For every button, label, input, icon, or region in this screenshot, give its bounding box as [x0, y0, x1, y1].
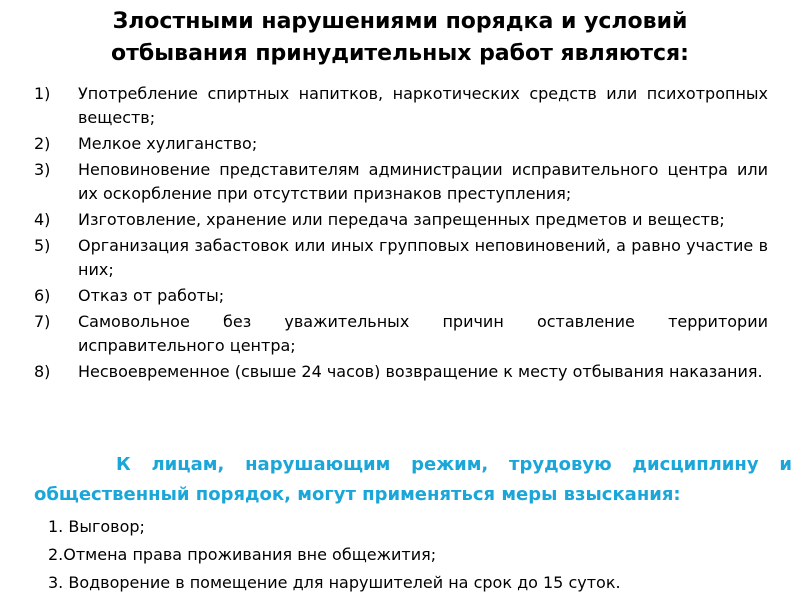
list-item-number: 6)	[34, 286, 51, 305]
list-item-number: 2)	[34, 134, 51, 153]
list-item	[26, 310, 768, 358]
title-line-1: Злостными нарушениями порядка и условий	[112, 9, 688, 34]
list-item-text: Несвоевременное (свыше 24 часов) возвращение к месту отбывания наказания.	[78, 362, 763, 381]
list-item-number: 5)	[34, 236, 51, 255]
list-item-number: 3)	[34, 160, 51, 179]
list-item	[26, 284, 768, 308]
violations-list	[26, 82, 768, 386]
list-item	[26, 234, 768, 282]
list-item-number: 4)	[34, 210, 51, 229]
list-item-text: Мелкое хулиганство;	[78, 134, 258, 153]
list-item-text: Изготовление, хранение или передача запрещенных предметов и веществ;	[78, 210, 725, 229]
list-item-text: Отказ от работы;	[78, 286, 225, 305]
list-item	[26, 208, 768, 232]
list-item-text: Организация забастовок или иных групповых неповиновений, а равно участие в них;	[78, 236, 768, 279]
list-item	[26, 360, 768, 384]
penalty-item: 3. Водворение в помещение для нарушителей на срок до 15 суток.	[48, 573, 621, 592]
list-item-number: 8)	[34, 362, 51, 381]
list-item-number: 1)	[34, 84, 51, 103]
penalty-intro-paragraph: К лицам, нарушающим режим, трудовую дисциплину и общественный порядок, могут применяться меры взыскания:	[34, 454, 792, 505]
list-item-text: Употребление спиртных напитков, наркотических средств или психотропных веществ;	[78, 84, 768, 127]
title-line-2: отбывания принудительных работ являются:	[111, 41, 689, 66]
list-item	[26, 82, 768, 130]
list-item-text: Неповиновение представителям администрации исправительного центра или их оскорбление при отсутствии признаков преступления;	[78, 160, 768, 203]
list-item	[26, 132, 768, 156]
list-item-text: Самовольное без уважительных причин оставление территории исправительного центра;	[78, 312, 768, 355]
penalty-item: 2.Отмена права проживания вне общежития;	[48, 545, 437, 564]
penalties-list	[48, 513, 621, 597]
list-item	[26, 158, 768, 206]
list-item-number: 7)	[34, 312, 51, 331]
penalty-item: 1. Выговор;	[48, 517, 145, 536]
page-title	[0, 6, 800, 70]
